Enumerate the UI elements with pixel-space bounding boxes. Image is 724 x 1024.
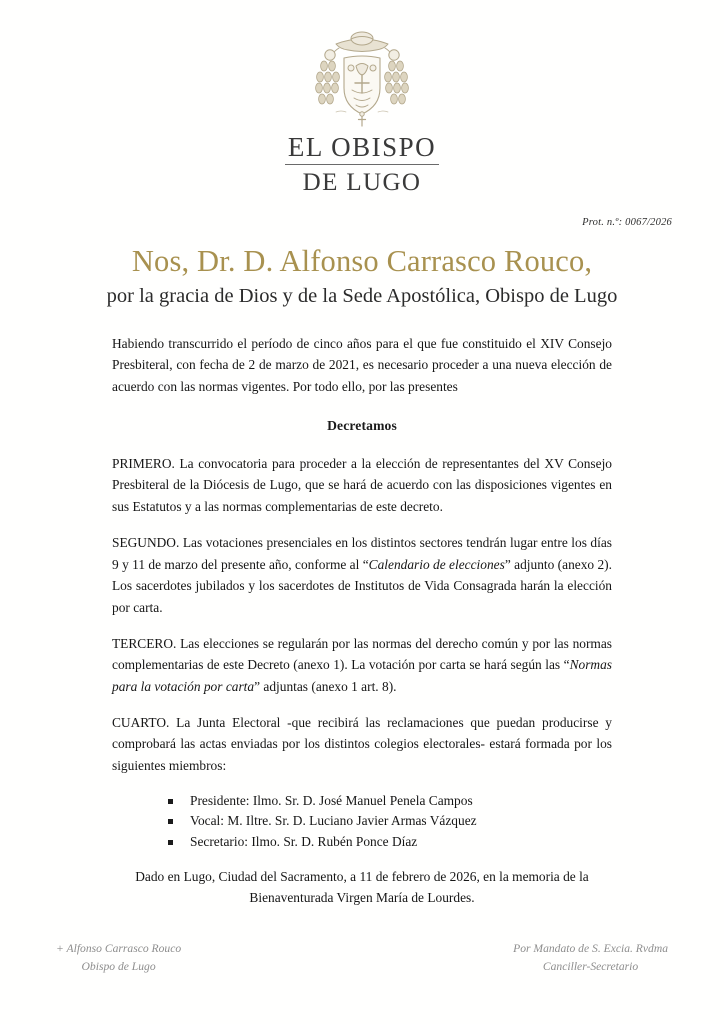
junta-electoral-members-list	[112, 791, 612, 852]
protocol-number: Prot. n.º: 0067/2026	[582, 217, 672, 228]
letterhead	[0, 0, 724, 195]
paragraph-primero: PRIMERO. La convocatoria para proceder a la elección de representantes del XV Consejo Presbiteral de la Diócesis de Lugo, que se hará de acuerdo con las disposiciones vigentes en sus Estatutos y a las normas complementarias de este decreto.	[112, 455, 612, 515]
paragraph-cuarto: CUARTO. La Junta Electoral -que recibirá las reclamaciones que puedan producirse y comprobará las actas enviadas por los distintos colegios electorales- estará formada por los siguientes miembros:	[112, 714, 612, 774]
document-heading	[0, 244, 724, 309]
signature-chancellor-title: Canciller-Secretario	[542, 960, 639, 974]
tercero-text-b: ” adjuntas (anexo 1 art. 8).	[254, 679, 397, 695]
paragraph-tercero	[112, 633, 612, 698]
signature-footer	[0, 940, 724, 976]
signature-chancellor	[513, 940, 668, 976]
letterhead-line-1: EL OBISPO	[285, 134, 439, 165]
bishop-coat-of-arms-icon	[306, 28, 418, 130]
decretamos-heading: Decretamos	[327, 417, 397, 433]
paragraph-closing: Dado en Lugo, Ciudad del Sacramento, a 11 de febrero de 2026, en la memoria de la Bienaventurada Virgen María de Lourdes.	[135, 868, 589, 906]
segundo-text-a: SEGUNDO. Las votaciones presenciales en los distintos sectores tendrán lugar entre los días 9 y 11 de marzo del presente año, conforme al “	[112, 534, 612, 572]
tercero-text-a: TERCERO. Las elecciones se regularán por las normas del derecho común y por las normas complementarias de este Decreto (anexo 1). La votación por carta se hará según las “	[112, 635, 612, 673]
segundo-text-b: ” adjunto (anexo 2). Los sacerdotes jubilados y los sacerdotes de Institutos de Vida Consagrada harán la elección por carta.	[112, 556, 612, 615]
paragraph-intro: Habiendo transcurrido el período de cinco años para el que fue constituido el XIV Consejo Presbiteral, con fecha de 2 de marzo de 2021, es necesario proceder a una nueva elección de acuerdo con las normas vigentes. Por todo ello, por las presentes	[112, 335, 612, 394]
signature-bishop-name: + Alfonso Carrasco Rouco	[56, 942, 182, 956]
signature-chancellor-mandate: Por Mandato de S. Excia. Rvdma	[513, 942, 668, 956]
list-item: Secretario: Ilmo. Sr. D. Rubén Ponce Díaz	[168, 832, 612, 852]
page-title: Nos, Dr. D. Alfonso Carrasco Rouco,	[131, 244, 593, 278]
page-subtitle: por la gracia de Dios y de la Sede Apostólica, Obispo de Lugo	[106, 284, 618, 307]
signature-bishop-title: Obispo de Lugo	[81, 960, 156, 974]
signature-bishop	[56, 940, 181, 976]
list-item: Vocal: M. Iltre. Sr. D. Luciano Javier Armas Vázquez	[168, 811, 612, 831]
paragraph-segundo	[112, 532, 612, 619]
letterhead-title	[0, 134, 724, 195]
document-body	[112, 309, 612, 909]
list-item: Presidente: Ilmo. Sr. D. José Manuel Penela Campos	[168, 791, 612, 811]
letterhead-line-2: DE LUGO	[302, 169, 422, 196]
segundo-quote-title: Calendario de elecciones	[368, 556, 505, 572]
tercero-quote-title: Normas para la votación por carta	[112, 657, 612, 695]
